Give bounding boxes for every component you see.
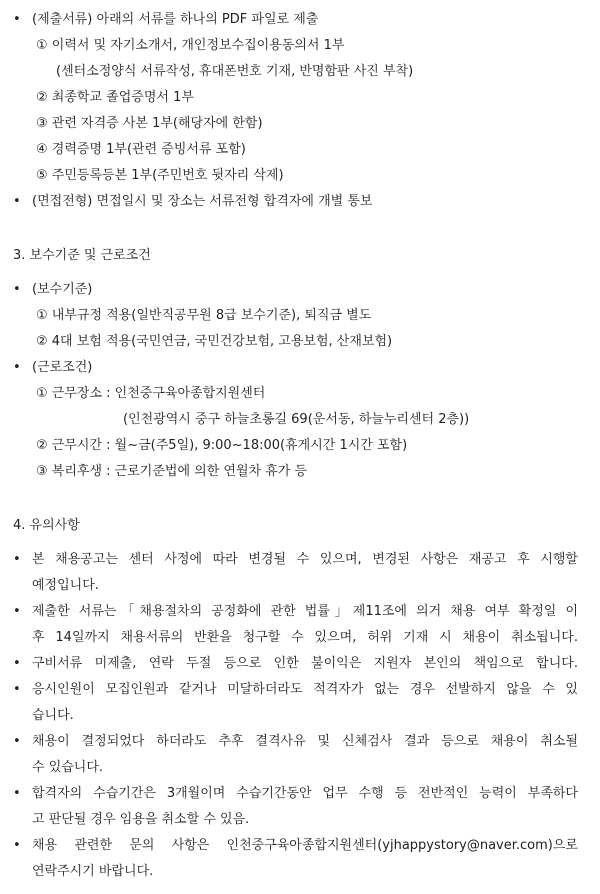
- note-line: 응시인원이 모집인원과 같거나 미달하더라도 적격자가 없는 경우 선발하지 않을 수 있: [32, 682, 578, 697]
- doc-item: ⑤ 주민등록등본 1부(주민번호 뒷자리 삭제): [36, 168, 284, 183]
- note-line: 채용 관련한 문의 사항은 인천중구육아종합지원센터(yjhappystory@naver.com)으로: [32, 838, 578, 853]
- note-line: 합격자의 수습기간은 3개월이며 수습기간동안 업무 수행 등 전반적인 능력이 부족하다: [32, 786, 578, 801]
- note-line: 수 있습니다.: [32, 760, 104, 775]
- note-line: 본 채용공고는 센터 사정에 따라 변경될 수 있으며, 변경된 사항은 재공고 후 시행할: [32, 552, 578, 567]
- work-item: ① 근무장소 : 인천중구육아종합지원센터: [36, 386, 266, 401]
- bullet-note: •: [13, 838, 21, 853]
- work-item: ③ 복리후생 : 근로기준법에 의한 연월차 휴가 등: [36, 464, 308, 479]
- bullet-pay: •: [13, 282, 21, 297]
- pay-item: ① 내부규정 적용(일반직공무원 8급 보수기준), 퇴직금 별도: [36, 308, 372, 323]
- doc-item: ① 이력서 및 자기소개서, 개인정보수집이용동의서 1부: [36, 38, 345, 53]
- note-line: 채용이 결정되었다 하더라도 추후 결격사유 및 신체검사 결과 등으로 채용이 취소될: [32, 734, 578, 749]
- work-item: ② 근무시간 : 월~금(주5일), 9:00~18:00(휴게시간 1시간 포함): [36, 438, 408, 453]
- pay-item: ② 4대 보험 적용(국민연금, 국민건강보험, 고용보험, 산재보험): [36, 334, 393, 349]
- note-line: 구비서류 미제출, 연락 두절 등으로 인한 불이익은 지원자 본인의 책임으로 합니다.: [32, 656, 578, 671]
- bullet-docs: •: [13, 12, 21, 27]
- note-line: 예정입니다.: [32, 578, 99, 593]
- note-line: 후 14일까지 채용서류의 반환을 청구할 수 있으며, 허위 기재 시 채용이 취소됩니다.: [32, 630, 578, 645]
- doc-item: ③ 관련 자격증 사본 1부(해당자에 한함): [36, 116, 263, 131]
- work-header: (근로조건): [32, 360, 93, 375]
- bullet-work: •: [13, 360, 21, 375]
- bullet-note: •: [13, 682, 21, 697]
- bullet-note: •: [13, 734, 21, 749]
- docs-header: (제출서류) 아래의 서류를 하나의 PDF 파일로 제출: [32, 12, 319, 27]
- bullet-note: •: [13, 786, 21, 801]
- section-4-title: 4. 유의사항: [13, 518, 80, 533]
- doc-item: ④ 경력증명 1부(관련 증빙서류 포함): [36, 142, 246, 157]
- doc-item-note: (센터소정양식 서류작성, 휴대폰번호 기재, 반명함판 사진 부착): [56, 64, 414, 79]
- section-3-title: 3. 보수기준 및 근로조건: [13, 248, 151, 263]
- note-line: 고 판단될 경우 임용을 취소할 수 있음.: [32, 812, 250, 827]
- doc-item: ② 최종학교 졸업증명서 1부: [36, 90, 194, 105]
- bullet-note: •: [13, 604, 21, 619]
- work-address: (인천광역시 중구 하늘초롱길 69(운서동, 하늘누리센터 2층)): [123, 412, 470, 427]
- note-line: 제출한 서류는「채용절차의 공정화에 관한 법률」제11조에 의거 채용 여부 확정일 이: [32, 604, 578, 619]
- bullet-interview: •: [13, 194, 21, 209]
- interview-notice: (면접전형) 면접일시 및 장소는 서류전형 합격자에 개별 통보: [32, 194, 373, 209]
- note-line: 연락주시기 바랍니다.: [32, 864, 154, 879]
- note-line: 습니다.: [32, 708, 74, 723]
- bullet-note: •: [13, 656, 21, 671]
- bullet-note: •: [13, 552, 21, 567]
- pay-header: (보수기준): [32, 282, 93, 297]
